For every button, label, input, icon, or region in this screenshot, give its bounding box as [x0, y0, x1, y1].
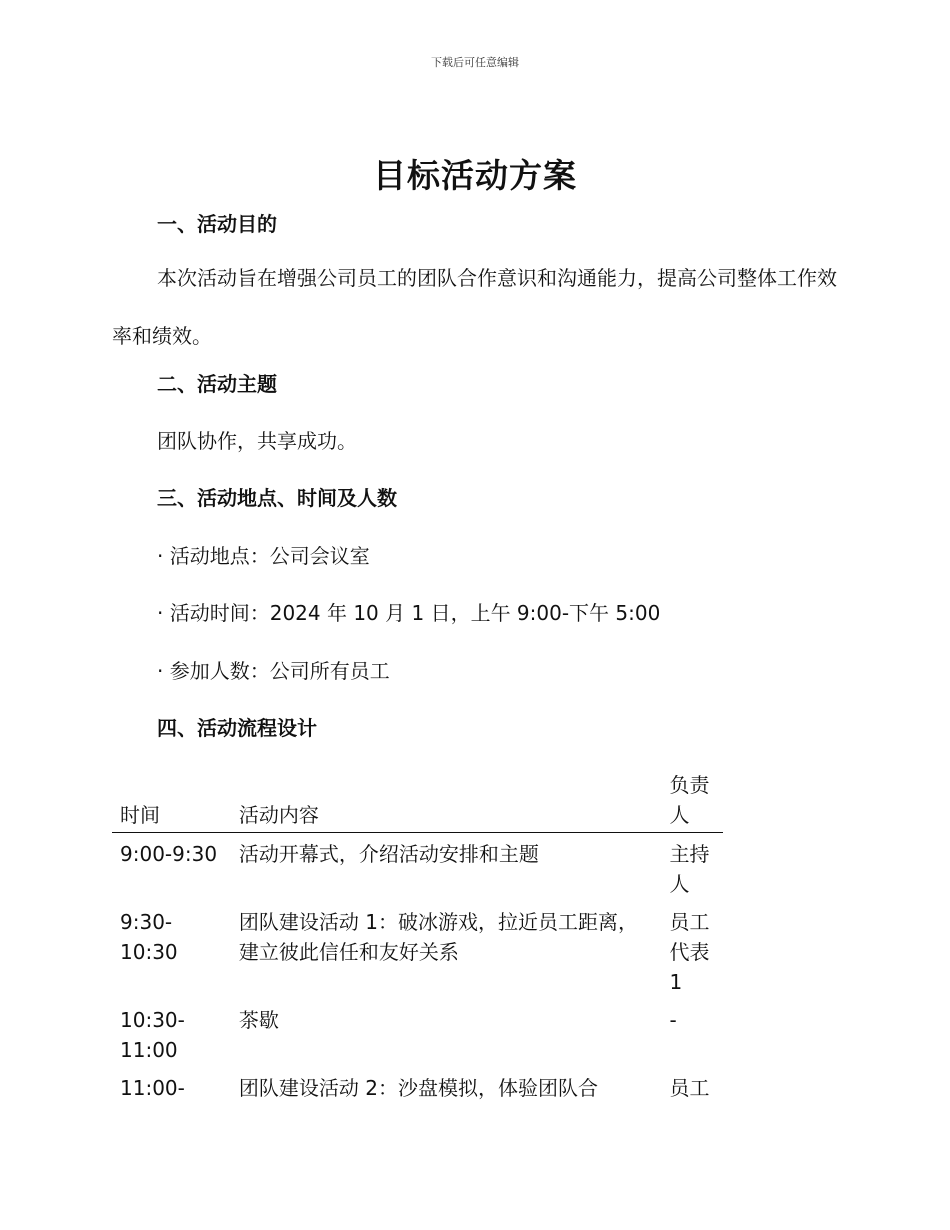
table-header-content: 活动内容 — [231, 768, 662, 833]
table-header-owner: 负责人 — [661, 768, 723, 833]
cell-time: 9:30-10:30 — [120, 910, 178, 964]
section-heading-flow: 四、活动流程设计 — [157, 716, 317, 740]
document-title: 目标活动方案 — [373, 156, 577, 195]
cell-owner: 员工 — [669, 1076, 710, 1100]
table-row — [112, 833, 723, 902]
cell-time: 10:30-11:00 — [120, 1008, 185, 1062]
cell-content: 茶歇 — [238, 1008, 279, 1032]
info-item-time: · 活动时间：2024 年 10 月 1 日，上午 9:00-下午 5:00 — [157, 601, 661, 625]
cell-content: 活动开幕式，介绍活动安排和主题 — [238, 842, 539, 866]
section-heading-info: 三、活动地点、时间及人数 — [157, 486, 397, 510]
info-item-location: · 活动地点：公司会议室 — [157, 544, 370, 568]
cell-time: 9:00-9:30 — [120, 842, 218, 866]
table-row — [112, 999, 723, 1067]
table-row — [112, 1067, 723, 1105]
cell-owner: 主持人 — [669, 842, 710, 896]
cell-time: 11:00- — [120, 1076, 185, 1100]
table-header-row — [112, 768, 723, 833]
purpose-paragraph: 本次活动旨在增强公司员工的团队合作意识和沟通能力，提高公司整体工作效率和绩效。 — [112, 266, 837, 348]
section-heading-purpose: 一、活动目的 — [157, 212, 277, 236]
header-note: 下载后可任意编辑 — [431, 56, 519, 69]
activity-flow-table — [112, 768, 723, 1105]
section-heading-theme: 二、活动主题 — [157, 372, 277, 396]
cell-owner: - — [669, 1008, 677, 1032]
cell-owner: 员工代表 1 — [669, 910, 710, 994]
cell-content: 团队建设活动 1：破冰游戏，拉近员工距离，建立彼此信任和友好关系 — [238, 910, 638, 964]
info-item-participants: · 参加人数：公司所有员工 — [157, 659, 390, 683]
cell-content: 团队建设活动 2：沙盘模拟，体验团队合 — [238, 1076, 598, 1100]
theme-text: 团队协作，共享成功。 — [157, 429, 357, 453]
table-row — [112, 901, 723, 999]
table-header-time: 时间 — [112, 768, 231, 833]
